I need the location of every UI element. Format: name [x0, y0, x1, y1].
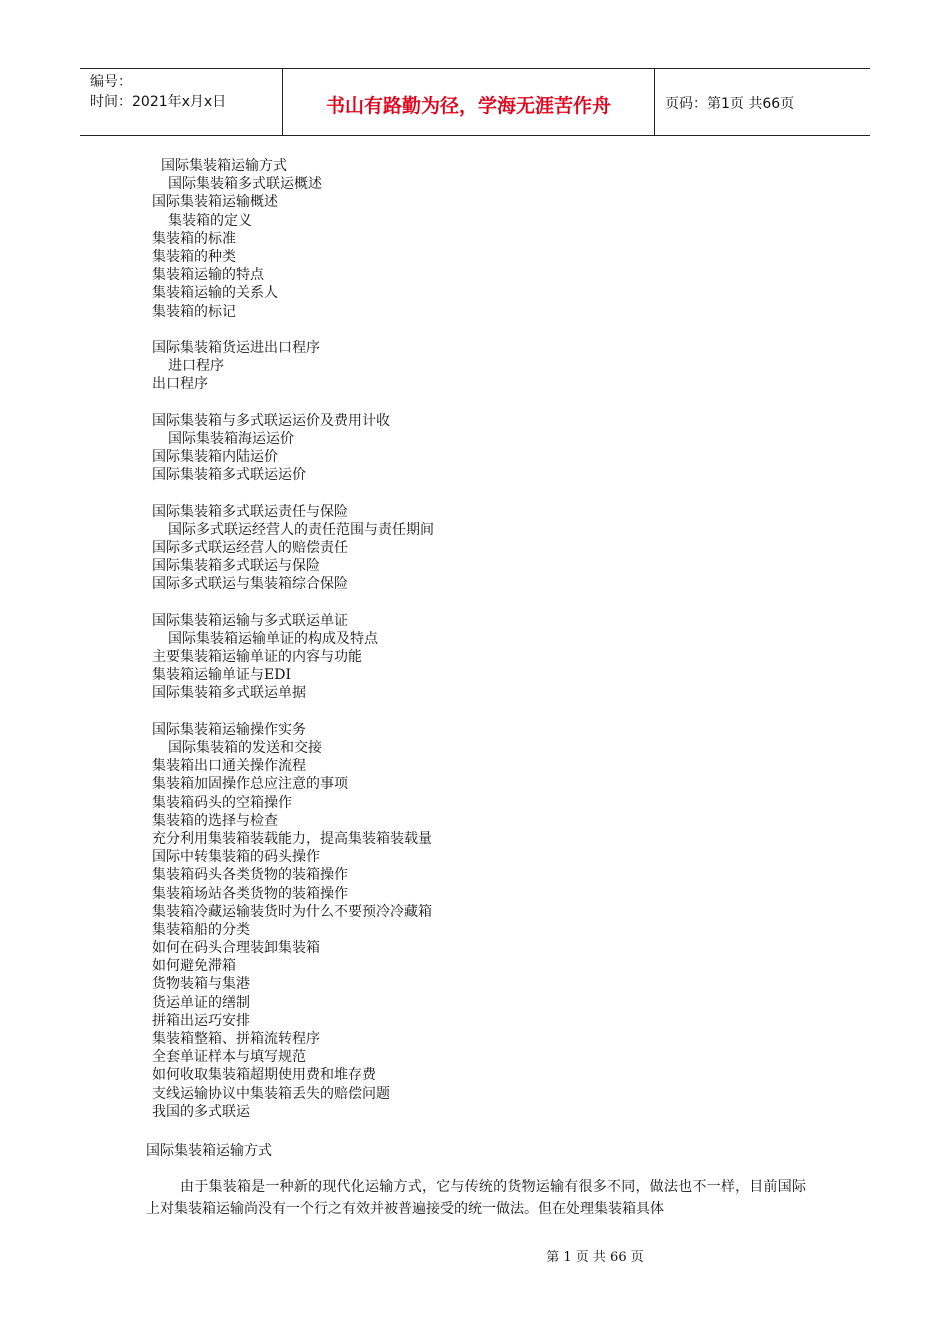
- toc-item: 集装箱整箱、拼箱流转程序: [152, 1031, 320, 1047]
- table-of-contents: [152, 157, 852, 1121]
- toc-item: 充分利用集装箱装载能力，提高集装箱装载量: [152, 830, 432, 847]
- header-meta: [80, 69, 282, 135]
- header-divider: [654, 69, 655, 135]
- toc-item: 全套单证样本与填写规范: [152, 1049, 306, 1066]
- document-time-label: 时间：2021年x月x日: [90, 94, 227, 110]
- page-header: [80, 68, 870, 136]
- toc-item: 国际集装箱运输方式: [161, 158, 287, 174]
- toc-spacer: [152, 484, 852, 502]
- toc-item: 国际集装箱多式联运概述: [168, 176, 322, 193]
- toc-item: 国际集装箱的发送和交接: [168, 740, 322, 756]
- toc-item: 集装箱运输单证与EDI: [152, 667, 291, 684]
- toc-item: 国际集装箱海运运价: [168, 430, 294, 447]
- toc-item: 集装箱运输的关系人: [152, 285, 278, 302]
- toc-item: 如何在码头合理装卸集装箱: [152, 940, 320, 957]
- toc-item: 国际中转集装箱的码头操作: [152, 849, 320, 866]
- toc-item: 出口程序: [152, 376, 208, 393]
- toc-spacer: [152, 393, 852, 411]
- toc-item: 集装箱码头各类货物的装箱操作: [152, 867, 348, 884]
- toc-item: 国际集装箱货运进出口程序: [152, 339, 320, 356]
- toc-item: 集装箱运输的特点: [152, 267, 264, 284]
- toc-item: 国际集装箱与多式联运运价及费用计收: [152, 412, 390, 429]
- toc-item: 国际集装箱运输与多式联运单证: [152, 612, 348, 629]
- toc-item: 国际多式联运经营人的责任范围与责任期间: [168, 521, 434, 538]
- toc-item: 国际集装箱多式联运责任与保险: [152, 503, 348, 520]
- toc-item: 国际集装箱多式联运与保险: [152, 558, 320, 575]
- toc-item: 集装箱加固操作总应注意的事项: [152, 776, 348, 793]
- toc-item: 如何收取集装箱超期使用费和堆存费: [152, 1067, 376, 1084]
- toc-item: 国际集装箱多式联运运价: [152, 467, 306, 484]
- body-paragraph: 由于集装箱是一种新的现代化运输方式，它与传统的货物运输有很多不同，做法也不一样，目前国际上对集装箱运输尚没有一个行之有效并被普遍接受的统一做法。但在处理集装箱具体: [146, 1179, 806, 1217]
- toc-spacer: [152, 594, 852, 612]
- toc-spacer: [152, 703, 852, 721]
- toc-item: 主要集装箱运输单证的内容与功能: [152, 649, 362, 666]
- toc-item: 集装箱场站各类货物的装箱操作: [152, 885, 348, 902]
- toc-item: 国际多式联运经营人的赔偿责任: [152, 539, 348, 556]
- toc-item: 国际多式联运与集装箱综合保险: [152, 576, 348, 593]
- document-number-label: 编号：: [90, 74, 132, 90]
- toc-item: 国际集装箱运输概述: [152, 194, 278, 211]
- toc-item: 集装箱的标记: [152, 303, 236, 320]
- section-title: 国际集装箱运输方式: [146, 1143, 272, 1159]
- toc-item: 进口程序: [168, 358, 224, 375]
- toc-item: 如何避免滞箱: [152, 958, 236, 975]
- toc-item: 集装箱的种类: [152, 248, 236, 265]
- toc-item: 集装箱的定义: [168, 212, 252, 229]
- toc-item: 国际集装箱多式联运单据: [152, 685, 306, 702]
- page-footer: 第 1 页 共 66 页: [546, 1250, 644, 1265]
- header-page-info: 页码：第1页 共66页: [665, 96, 795, 112]
- toc-item: 国际集装箱运输单证的构成及特点: [168, 630, 378, 647]
- toc-item: 集装箱的选择与检查: [152, 812, 278, 829]
- toc-item: 货运单证的缮制: [152, 994, 250, 1011]
- toc-item: 货物装箱与集港: [152, 976, 250, 993]
- toc-item: 我国的多式联运: [152, 1103, 250, 1120]
- toc-item: 集装箱船的分类: [152, 921, 250, 938]
- toc-item: 国际集装箱运输操作实务: [152, 721, 306, 738]
- toc-spacer: [152, 321, 852, 339]
- toc-item: 集装箱出口通关操作流程: [152, 758, 306, 775]
- toc-item: 拼箱出运巧安排: [152, 1012, 250, 1029]
- toc-item: 集装箱冷藏运输装货时为什么不要预冷冷藏箱: [152, 903, 432, 920]
- toc-item: 支线运输协议中集装箱丢失的赔偿问题: [152, 1085, 390, 1102]
- toc-item: 国际集装箱内陆运价: [152, 449, 278, 465]
- toc-item: 集装箱码头的空箱操作: [152, 794, 292, 811]
- header-motto: 书山有路勤为径，学海无涯苦作舟: [325, 94, 611, 117]
- toc-item: 集装箱的标准: [152, 230, 236, 247]
